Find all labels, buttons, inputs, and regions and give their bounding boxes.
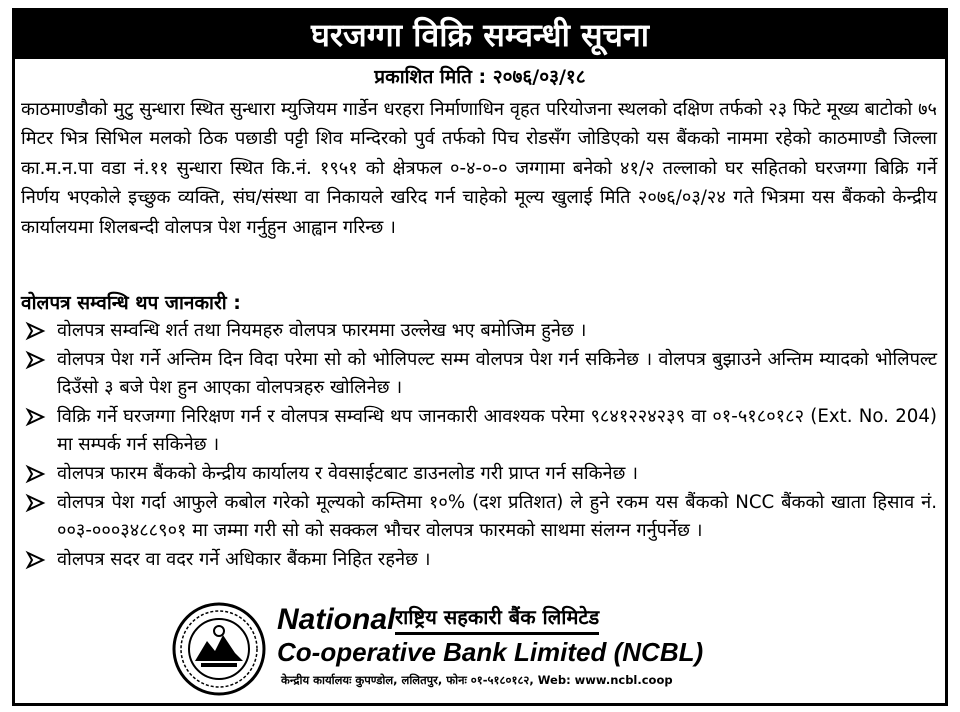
published-date: प्रकाशित मिति : २०७६/०३/१८ bbox=[374, 66, 586, 88]
list-item-text: वोलपत्र सदर वा वदर गर्ने अधिकार बैंकमा निहित रहनेछ । bbox=[57, 548, 431, 570]
notice-frame bbox=[12, 8, 948, 706]
arrow-bullet-icon bbox=[23, 403, 49, 431]
bank-seal-icon bbox=[171, 601, 267, 697]
list-item bbox=[21, 317, 937, 346]
list-item bbox=[21, 346, 937, 403]
notice-title: घरजग्गा विक्रि सम्वन्धी सूचना bbox=[15, 11, 945, 59]
list-item bbox=[21, 489, 937, 546]
bank-name-np: राष्ट्रिय सहकारी बैंक लिमिटेड bbox=[395, 603, 599, 635]
list-item bbox=[21, 403, 937, 460]
arrow-bullet-icon bbox=[23, 317, 49, 345]
list-item bbox=[21, 546, 937, 575]
bank-contact: केन्द्रीय कार्यालयः कुपण्डोल, ललितपुर, फोनः ०१-५१८०१८२, Web: www.ncbl.coop bbox=[281, 673, 673, 687]
list-item-text: विक्रि गर्ने घरजग्गा निरिक्षण गर्न र वोलपत्र सम्वन्धि थप जानकारी आवश्यक परेमा ९८४१२२४२३९ वा ०१-५१८०१८२ (Ext. No. 204) मा सम्पर्क गर्न सकिनेछ । bbox=[57, 405, 937, 456]
info-list bbox=[21, 317, 937, 574]
list-item-text: वोलपत्र फारम बैंकको केन्द्रीय कार्यालय र वेवसाईटबाट डाउनलोड गरी प्राप्त गर्न सकिनेछ । bbox=[57, 462, 639, 484]
bank-name-en-line1: National bbox=[277, 603, 396, 636]
arrow-bullet-icon bbox=[23, 346, 49, 374]
notice-body: काठमाण्डौको मुटु सुन्धारा स्थित सुन्धारा म्युजियम गार्डेन धरहरा निर्माणाधिन वृहत परियोजना स्थलको दक्षिण तर्फको २३ फिटे मूख्य बाटोको ७५ मिटर भित्र सिभिल मलको ठिक पछाडी पट्टी शिव मन्दिरको पुर्व तर्फको पिच रोडसँग जोडिएको यस बैंकको नाममा रहेको काठमाण्डौ जिल्ला का.म.न.पा वडा नं.११ सुन्धारा स्थित कि.नं. १९५१ को क्षेत्रफल ०-४-०-० जग्गामा बनेको ४१/२ तल्लाको घर सहितको घरजग्गा बिक्रि गर्ने निर्णय भएकोले इच्छुक व्यक्ति, संघ/संस्था वा निकायले खरिद गर्न चाहेको मूल्य खुलाई मिति २०७६/०३/२४ गते भित्रमा यस बैंकको केन्द्रीय कार्यालयमा शिलबन्दी वोलपत्र पेश गर्नुहुन आह्वान गरिन्छ । bbox=[21, 99, 937, 238]
list-item-text: वोलपत्र पेश गर्दा आफुले कबोल गरेको मूल्यको कम्तिमा १०% (दश प्रतिशत) ले हुने रकम यस बैंकको NCC बैंकको खाता हिसाव नं. ००३-०००३४८८९०१ मा जम्मा गरी सो को सक्कल भौचर वोलपत्र फारमको साथमा संलग्न गर्नुपर्नेछ । bbox=[57, 491, 937, 542]
arrow-bullet-icon bbox=[23, 460, 49, 488]
bank-name-en-line2: Co-operative Bank Limited (NCBL) bbox=[277, 637, 704, 667]
list-item-text: वोलपत्र सम्वन्धि शर्त तथा नियमहरु वोलपत्र फारममा उल्लेख भए बमोजिम हुनेछ । bbox=[57, 320, 587, 341]
arrow-bullet-icon bbox=[23, 546, 49, 574]
list-item-text: वोलपत्र पेश गर्ने अन्तिम दिन विदा परेमा सो को भोलिपल्ट सम्म वोलपत्र पेश गर्न सकिनेछ । वोलपत्र बुझाउने अन्तिम म्यादको भोलिपल्ट दिउँसो ३ बजे पेश हुन आएका वोलपत्रहरु खोलिनेछ । bbox=[57, 348, 937, 399]
list-item bbox=[21, 460, 937, 489]
section-title: वोलपत्र सम्वन्धि थप जानकारी : bbox=[21, 292, 241, 314]
arrow-bullet-icon bbox=[23, 489, 49, 517]
bank-footer bbox=[15, 597, 945, 703]
